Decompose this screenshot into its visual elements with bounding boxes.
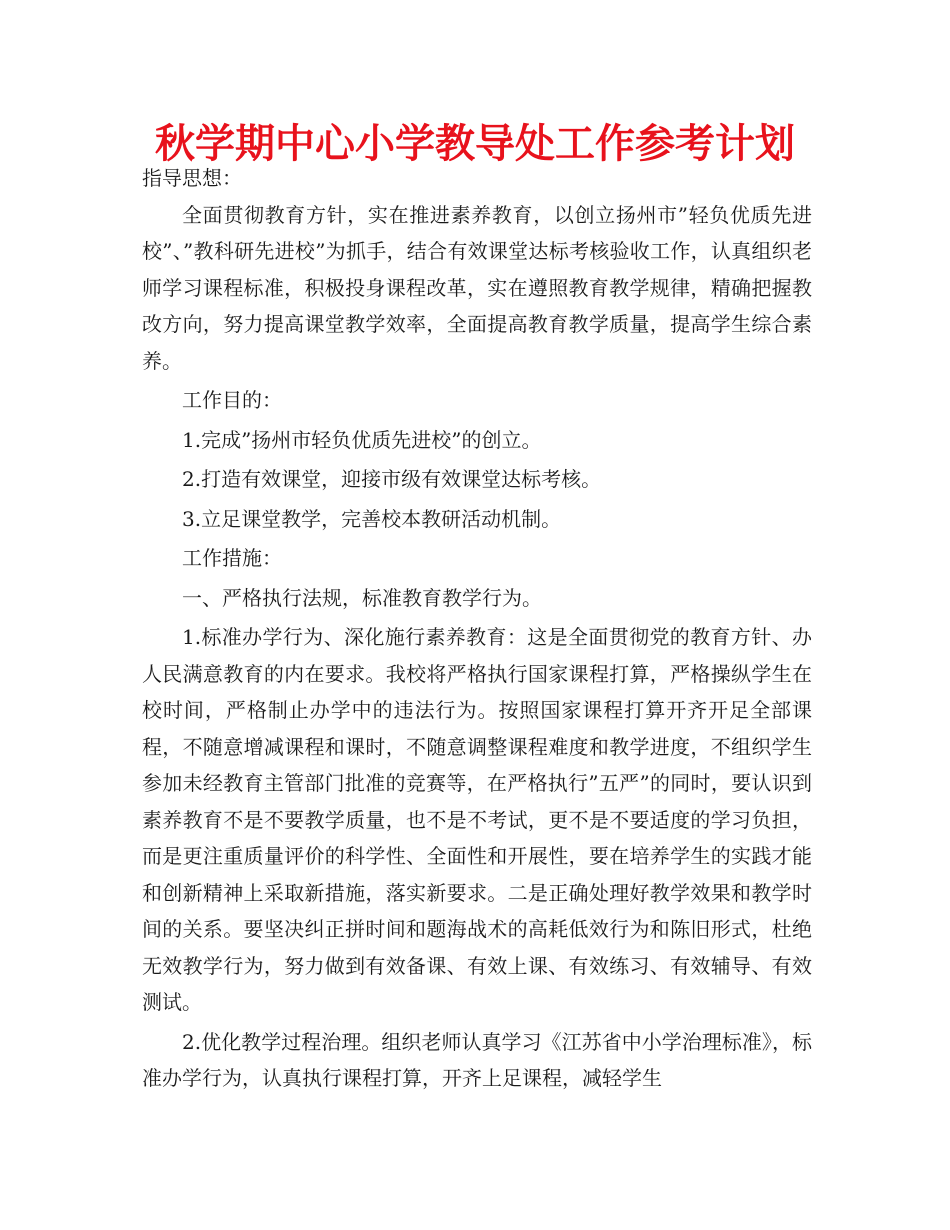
section-heading-work-goals: 工作目的： — [182, 388, 282, 412]
document-title: 秋学期中心小学教导处工作参考计划 — [155, 121, 795, 167]
measure-paragraph-2: 2.优化教学过程治理。组织老师认真学习《江苏省中小学治理标准》，标准办学行为，认真执行课程打算，开齐上足课程，减轻学生 — [142, 1029, 812, 1090]
paragraph-guiding-thought: 全面贯彻教育方针，实在推进素养教育，以创立扬州市”轻负优质先进校”、”教科研先进校”为抓手，结合有效课堂达标考核验收工作，认真组织老师学习课程标准，积极投身课程改革，实在遵照教育教学规律，精确把握教改方向，努力提高课堂教学效率，全面提高教育教学质量，提高学生综合素养。 — [142, 202, 812, 373]
goal-item-3: 3.立足课堂教学，完善校本教研活动机制。 — [182, 506, 562, 531]
measure-paragraph-1: 1.标准办学行为、深化施行素养教育：这是全面贯彻党的教育方针、办人民满意教育的内在要求。我校将严格执行国家课程打算，严格操纵学生在校时间，严格制止办学中的违法行为。按照国家课程打算开齐开足全部课程，不随意增减课程和课时，不随意调整课程难度和教学进度，不组织学生参加未经教育主管部门批准的竞赛等，在严格执行”五严”的同时，要认识到素养教育不是不要教学质量，也不是不考试，更不是不要适度的学习负担，而是更注重质量评价的科学性、全面性和开展性，要在培养学生的实践才能和创新精神上采取新措施，落实新要求。二是正确处理好教学效果和教学时间的关系。要坚决纠正拼时间和题海战术的高耗低效行为和陈旧形式，杜绝无效教学行为，努力做到有效备课、有效上课、有效练习、有效辅导、有效测试。 — [142, 625, 812, 1014]
document-body — [142, 160, 812, 1097]
section-heading-guiding-thought: 指导思想： — [142, 166, 242, 190]
goal-item-1: 1.完成”扬州市轻负优质先进校”的创立。 — [182, 427, 542, 452]
goal-item-2: 2.打造有效课堂，迎接市级有效课堂达标考核。 — [182, 467, 602, 491]
section-heading-work-measures: 工作措施： — [182, 546, 282, 570]
measure-heading-1: 一、严格执行法规，标准教育教学行为。 — [182, 585, 542, 610]
